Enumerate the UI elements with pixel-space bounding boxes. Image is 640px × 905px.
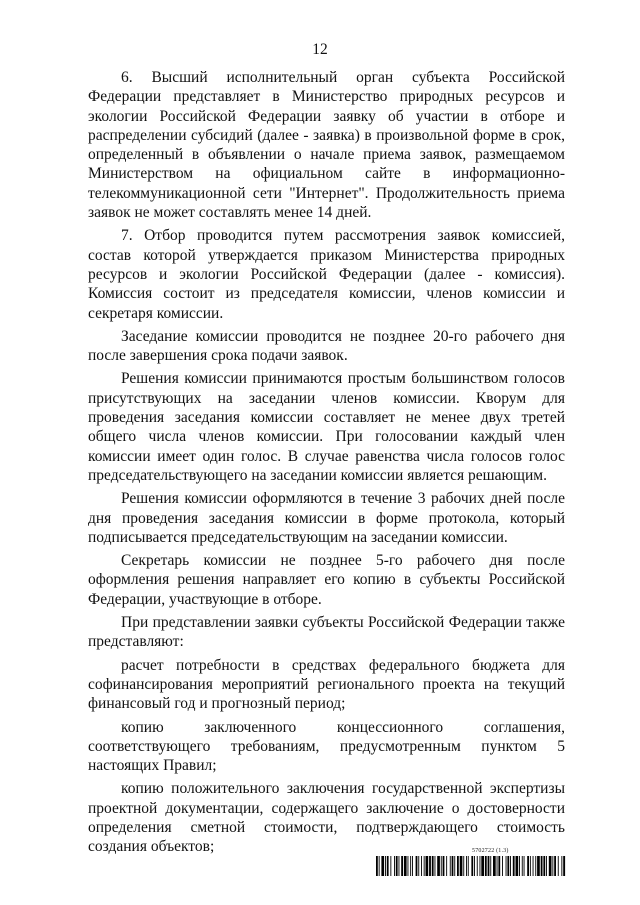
document-code: 5702722 (1.3): [472, 848, 509, 854]
document-body: [88, 68, 565, 857]
page-number: 12: [312, 41, 328, 58]
paragraph-7: 7. Отбор проводится путем рассмотрения заявок комиссией, состав которой утверждается приказом Министерства природных ресурсов и экологии Российской Федерации (далее - комиссия). Комиссия состоит из председателя комиссии, членов комиссии и секретаря комиссии.: [88, 227, 565, 322]
paragraph-voting-rules: Решения комиссии принимаются простым большинством голосов присутствующих на заседании членов комиссии. Кворум для проведения заседания комиссии составляет не менее двух третей общего числа членов комиссии. При голосовании каждый член комиссии имеет один голос. В случае равенства числа голосов голос председательствующего на заседании комиссии является решающим.: [88, 370, 565, 484]
list-item-concession-agreement: копию заключенного концессионного соглашения, соответствующего требованиям, предусмотренным пунктом 5 настоящих Правил;: [88, 718, 565, 775]
paragraph-meeting-deadline: Заседание комиссии проводится не позднее 20-го рабочего дня после завершения срока подачи заявок.: [88, 327, 565, 365]
list-item-expertise-conclusion: копию положительного заключения государственной экспертизы проектной документации, содержащего заключение о достоверности определения сметной стоимости, подтверждающего стоимость создания объектов;: [88, 780, 565, 856]
paragraph-protocol: Решения комиссии оформляются в течение 3 рабочих дней после дня проведения заседания комиссии в форме протокола, который подписывается председательствующим на заседании комиссии.: [88, 490, 565, 546]
list-item-budget-calculation: расчет потребности в средствах федерального бюджета для софинансирования мероприятий регионального проекта на текущий финансовый год и прогнозный период;: [88, 656, 565, 713]
paragraph-secretary: Секретарь комиссии не позднее 5-го рабочего дня после оформления решения направляет его копию в субъекты Российской Федерации, участвующие в отборе.: [88, 552, 565, 608]
paragraph-submission-intro: При представлении заявки субъекты Российской Федерации также представляют:: [88, 614, 565, 651]
barcode-icon: [376, 856, 566, 876]
paragraph-6: 6. Высший исполнительный орган субъекта Российской Федерации представляет в Министерство природных ресурсов и экологии Российской Федерации заявку об участии в отборе и распределении субсидий (далее - заявка) в произвольной форме в срок, определенный в объявлении о начале приема заявок, размещаемом Министерством на официальном сайте в информационно-телекоммуникационной сети "Интернет". Продолжительность приема заявок не может составлять менее 14 дней.: [88, 69, 565, 222]
